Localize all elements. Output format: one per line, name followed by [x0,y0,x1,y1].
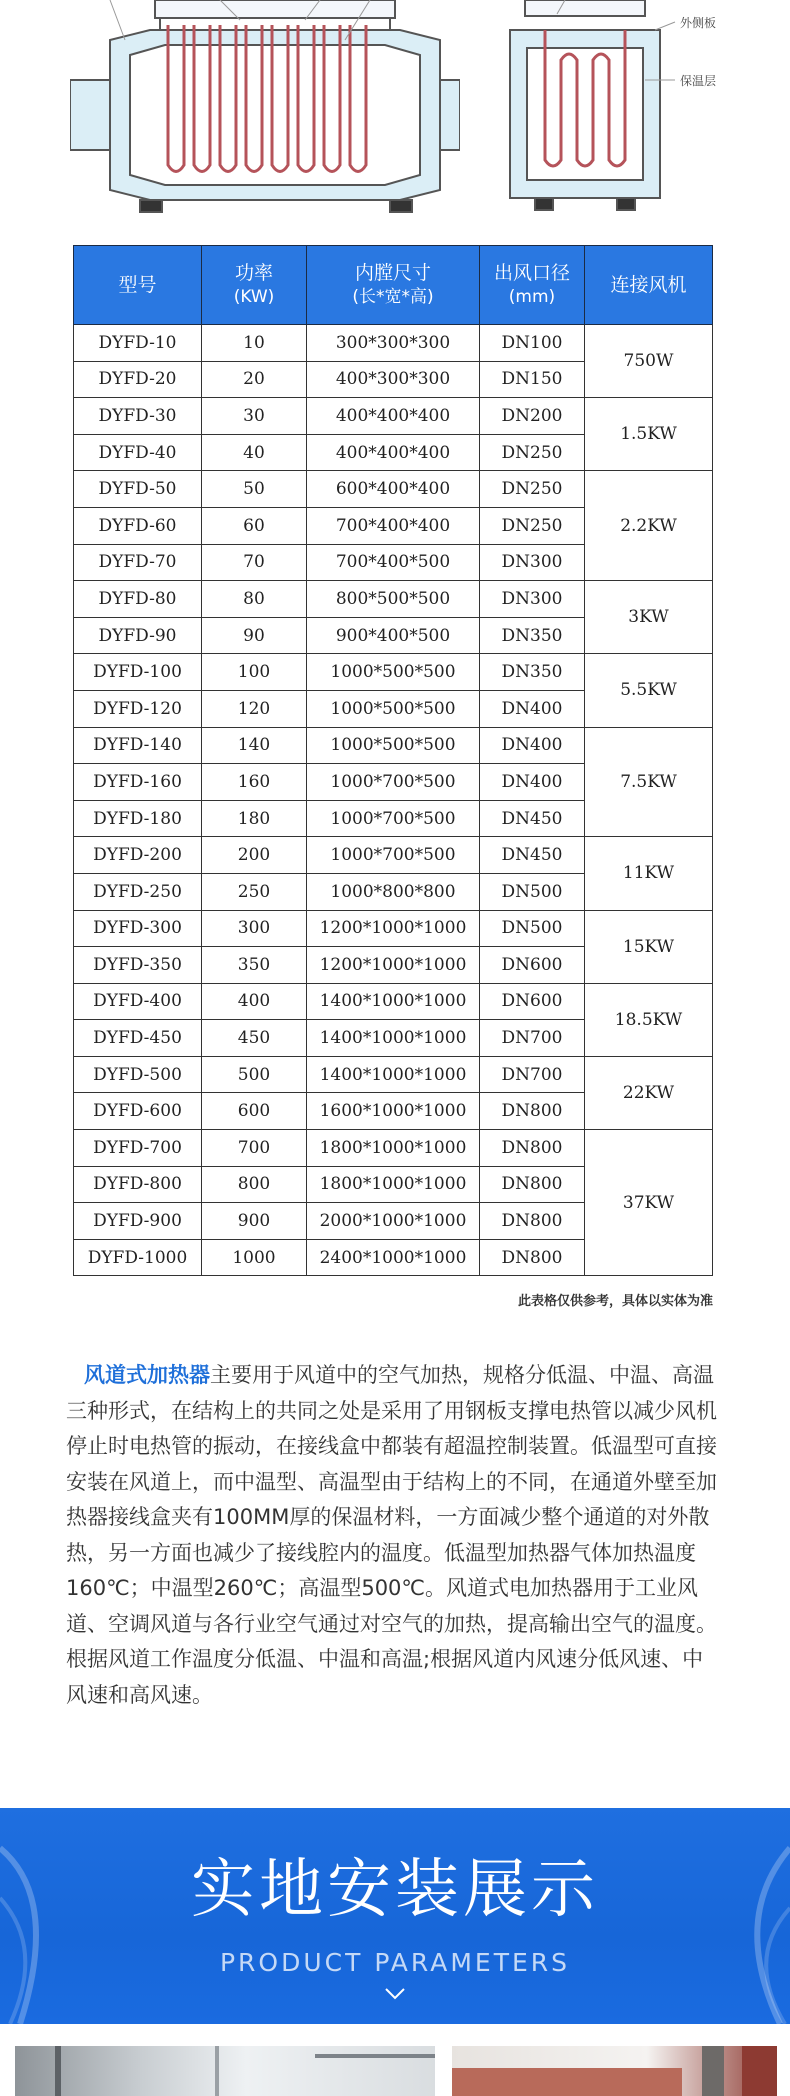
cell-power: 1000 [202,1239,307,1276]
header-fan [585,246,713,325]
cell-model: DYFD-100 [74,654,202,691]
heater-diagrams [0,0,790,230]
header-power-label: 功率 [234,262,273,284]
cell-power: 10 [202,325,307,362]
cell-model: DYFD-300 [74,910,202,947]
cell-size: 700*400*500 [307,544,480,581]
header-outlet-diameter [480,246,585,325]
cell-outlet: DN800 [480,1203,585,1240]
cell-model: DYFD-40 [74,434,202,471]
cell-model: DYFD-160 [74,764,202,801]
cell-outlet: DN300 [480,581,585,618]
cell-outlet: DN200 [480,398,585,435]
cell-outlet: DN600 [480,983,585,1020]
diagram-label-insulation: 保温层 [680,74,717,88]
table-row [74,471,713,508]
cell-outlet: DN800 [480,1166,585,1203]
table-row [74,983,713,1020]
cell-size: 900*400*500 [307,617,480,654]
chevron-down-icon [383,1986,407,2002]
cell-model: DYFD-450 [74,1020,202,1057]
cell-size: 700*400*400 [307,507,480,544]
cell-power: 90 [202,617,307,654]
cell-model: DYFD-70 [74,544,202,581]
cell-size: 600*400*400 [307,471,480,508]
cell-size: 1600*1000*1000 [307,1093,480,1130]
cell-model: DYFD-400 [74,983,202,1020]
spec-table [73,245,713,1276]
table-row [74,910,713,947]
cell-power: 180 [202,800,307,837]
table-row [74,727,713,764]
cell-power: 30 [202,398,307,435]
cell-fan: 1.5KW [585,398,713,471]
cell-size: 1000*500*500 [307,654,480,691]
cell-size: 1400*1000*1000 [307,1056,480,1093]
cell-power: 160 [202,764,307,801]
cell-power: 60 [202,507,307,544]
cell-power: 40 [202,434,307,471]
cell-fan: 3KW [585,581,713,654]
table-note: 此表格仅供参考，具体以实体为准 [517,1294,713,1309]
cell-size: 1200*1000*1000 [307,910,480,947]
cell-model: DYFD-90 [74,617,202,654]
product-description [66,1358,724,1713]
cell-fan: 7.5KW [585,727,713,837]
cell-model: DYFD-900 [74,1203,202,1240]
header-chamber-size-unit: (长*宽*高) [352,287,434,307]
cell-fan: 22KW [585,1056,713,1129]
cell-model: DYFD-250 [74,873,202,910]
cell-outlet: DN500 [480,873,585,910]
cell-size: 400*300*300 [307,361,480,398]
installation-photo-1 [15,2046,435,2096]
cell-power: 400 [202,983,307,1020]
cell-size: 1400*1000*1000 [307,983,480,1020]
cell-size: 400*400*400 [307,398,480,435]
heater-side-view-diagram [70,0,460,230]
cell-power: 300 [202,910,307,947]
cell-outlet: DN350 [480,654,585,691]
cell-size: 1000*700*500 [307,764,480,801]
cell-power: 200 [202,837,307,874]
cell-size: 1200*1000*1000 [307,947,480,984]
cell-outlet: DN250 [480,471,585,508]
cell-power: 120 [202,690,307,727]
cell-model: DYFD-120 [74,690,202,727]
header-power [202,246,307,325]
cell-outlet: DN700 [480,1020,585,1057]
cell-fan: 37KW [585,1130,713,1276]
table-row [74,325,713,362]
cell-outlet: DN700 [480,1056,585,1093]
cell-fan: 2.2KW [585,471,713,581]
cell-size: 1400*1000*1000 [307,1020,480,1057]
cell-model: DYFD-60 [74,507,202,544]
cell-size: 1800*1000*1000 [307,1130,480,1167]
table-row [74,837,713,874]
cell-size: 1000*500*500 [307,727,480,764]
header-model-label: 型号 [118,274,157,296]
cell-model: DYFD-30 [74,398,202,435]
cell-size: 1000*500*500 [307,690,480,727]
section-banner [0,1808,790,2024]
diagram-label-outer-panel: 外侧板 [680,16,717,30]
cell-outlet: DN400 [480,690,585,727]
cell-model: DYFD-200 [74,837,202,874]
banner-title: 实地安装展示 [191,1853,599,1927]
header-outlet-diameter-unit: (mm) [508,287,556,307]
cell-outlet: DN600 [480,947,585,984]
heater-section-view-diagram [505,0,765,230]
cell-power: 80 [202,581,307,618]
cell-model: DYFD-80 [74,581,202,618]
cell-power: 600 [202,1093,307,1130]
header-model [74,246,202,325]
description-body: 主要用于风道中的空气加热，规格分低温、中温、高温三种形式，在结构上的共同之处是采用了用钢板支撑电热管以减少风机停止时电热管的振动，在接线盒中都装有超温控制装置。低温型可直接安装在风道上，而中温型、高温型由于结构上的不同，在通道外壁至加热器接线盒夹有100MM厚的保温材料，一方面减少整个通道的对外散热，另一方面也减少了接线腔内的温度。低温型加热器气体加热温度160℃；中温型260℃；高温型500℃。风道式电加热器用于工业风道、空调风道与各行业空气通过对空气的加热，提高输出空气的温度。根据风道工作温度分低温、中温和高温;根据风道内风速分低风速、中风速和高风速。 [66,1363,717,1707]
cell-fan: 11KW [585,837,713,910]
cell-outlet: DN300 [480,544,585,581]
cell-model: DYFD-20 [74,361,202,398]
installation-photo-2 [452,2046,777,2096]
cell-size: 2400*1000*1000 [307,1239,480,1276]
cell-model: DYFD-500 [74,1056,202,1093]
cell-power: 70 [202,544,307,581]
cell-power: 900 [202,1203,307,1240]
cell-outlet: DN400 [480,727,585,764]
cell-power: 100 [202,654,307,691]
cell-size: 300*300*300 [307,325,480,362]
cell-power: 140 [202,727,307,764]
table-row [74,398,713,435]
cell-size: 1000*700*500 [307,800,480,837]
table-row [74,1130,713,1167]
cell-outlet: DN450 [480,837,585,874]
cell-model: DYFD-10 [74,325,202,362]
spec-table-header-row [74,246,713,325]
cell-power: 250 [202,873,307,910]
cell-model: DYFD-700 [74,1130,202,1167]
cell-power: 20 [202,361,307,398]
cell-outlet: DN800 [480,1239,585,1276]
cell-model: DYFD-50 [74,471,202,508]
table-row [74,1056,713,1093]
cell-model: DYFD-350 [74,947,202,984]
header-chamber-size [307,246,480,325]
header-power-unit: (KW) [233,287,275,307]
cell-fan: 750W [585,325,713,398]
cell-model: DYFD-180 [74,800,202,837]
cell-power: 700 [202,1130,307,1167]
banner-subtitle: PRODUCT PARAMETERS [219,1948,571,1977]
cell-outlet: DN250 [480,507,585,544]
cell-outlet: DN450 [480,800,585,837]
cell-model: DYFD-800 [74,1166,202,1203]
cell-size: 800*500*500 [307,581,480,618]
table-row [74,581,713,618]
cell-model: DYFD-600 [74,1093,202,1130]
cell-power: 800 [202,1166,307,1203]
cell-outlet: DN150 [480,361,585,398]
cell-outlet: DN100 [480,325,585,362]
cell-outlet: DN350 [480,617,585,654]
spec-table-body [74,325,713,1276]
cell-outlet: DN250 [480,434,585,471]
cell-outlet: DN500 [480,910,585,947]
header-fan-label: 连接风机 [610,274,687,296]
cell-size: 400*400*400 [307,434,480,471]
cell-fan: 5.5KW [585,654,713,727]
cell-model: DYFD-140 [74,727,202,764]
cell-power: 500 [202,1056,307,1093]
cell-size: 1800*1000*1000 [307,1166,480,1203]
cell-power: 350 [202,947,307,984]
cell-fan: 18.5KW [585,983,713,1056]
header-chamber-size-label: 内膛尺寸 [354,262,431,284]
cell-fan: 15KW [585,910,713,983]
cell-size: 2000*1000*1000 [307,1203,480,1240]
table-row [74,654,713,691]
cell-outlet: DN800 [480,1130,585,1167]
cell-outlet: DN800 [480,1093,585,1130]
description-lead: 风道式加热器 [84,1363,210,1387]
cell-outlet: DN400 [480,764,585,801]
cell-model: DYFD-1000 [74,1239,202,1276]
cell-size: 1000*800*800 [307,873,480,910]
cell-power: 50 [202,471,307,508]
cell-power: 450 [202,1020,307,1057]
header-outlet-diameter-label: 出风口径 [493,262,570,284]
cell-size: 1000*700*500 [307,837,480,874]
